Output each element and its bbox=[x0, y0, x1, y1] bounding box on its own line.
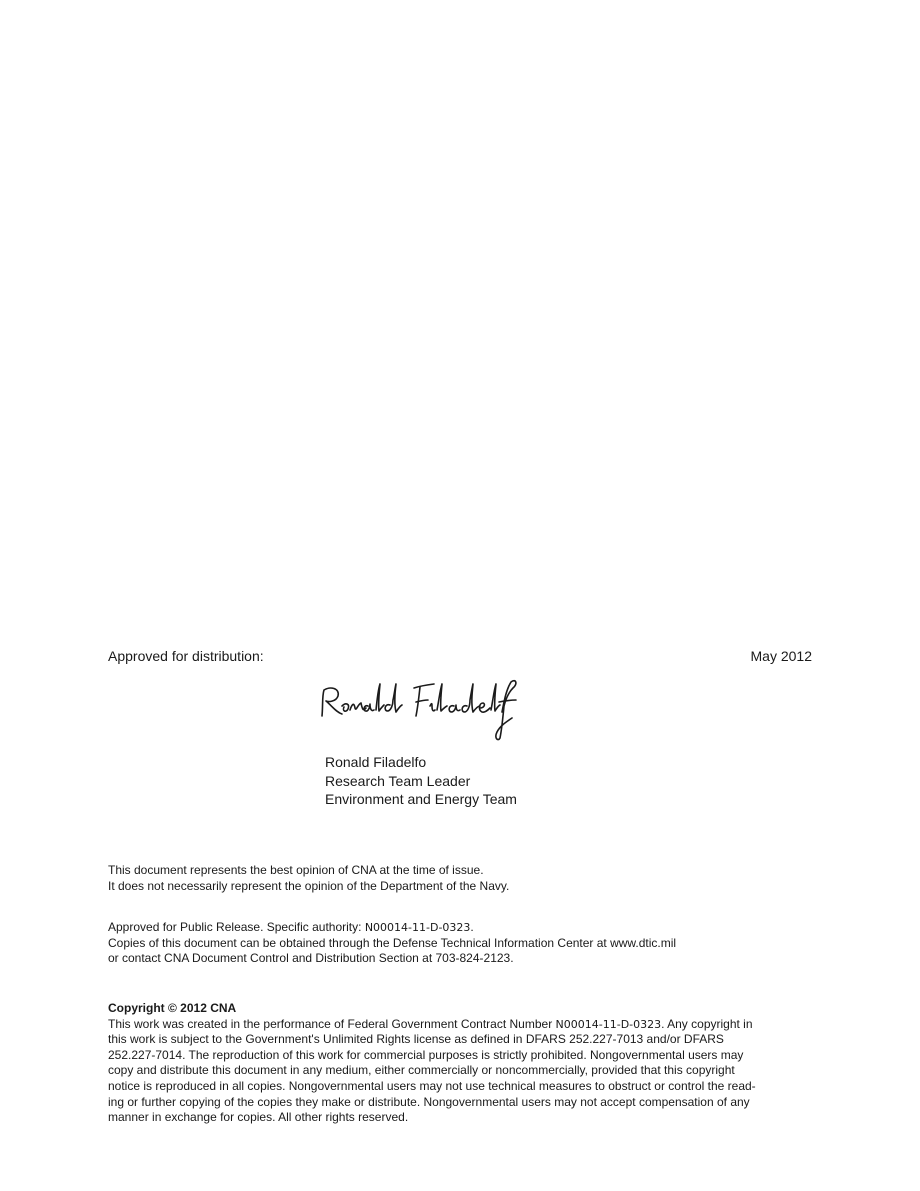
copyright-contract-end: . Any copyright in bbox=[661, 1016, 753, 1031]
copyright-line: notice is reproduced in all copies. Nongovernmental users may not use technical measures to obstruct or control the read- bbox=[108, 1078, 756, 1093]
release-authority-end: . bbox=[470, 920, 474, 934]
disclaimer-paragraph bbox=[108, 863, 818, 894]
release-contact-line: or contact CNA Document Control and Distribution Section at 703-824-2123. bbox=[108, 951, 514, 965]
disclaimer-line: This document represents the best opinion of CNA at the time of issue. bbox=[108, 863, 484, 877]
copyright-contract-number: N00014-11-D-0323 bbox=[555, 1017, 662, 1031]
approval-label: Approved for distribution: bbox=[108, 648, 264, 664]
signer-name: Ronald Filadelfo bbox=[325, 754, 427, 770]
release-authority-line bbox=[108, 920, 818, 936]
release-dtic-line: Copies of this document can be obtained through the Defense Technical Information Center at www.dtic.mil bbox=[108, 935, 677, 950]
copyright-line: copy and distribute this document in any medium, either commercially or noncommercially, provided that this copyright bbox=[108, 1063, 735, 1078]
handwritten-signature bbox=[316, 672, 522, 744]
copyright-heading: Copyright © 2012 CNA bbox=[108, 1001, 237, 1015]
signer-team: Environment and Energy Team bbox=[325, 791, 517, 807]
signer-title: Research Team Leader bbox=[325, 772, 471, 789]
copyright-line: ing or further copying of the copies they make or distribute. Nongovernmental users may not accept compensation of any bbox=[108, 1094, 750, 1109]
disclaimer-line: It does not necessarily represent the opinion of the Department of the Navy. bbox=[108, 878, 510, 893]
approval-date: May 2012 bbox=[750, 648, 812, 664]
copyright-notice bbox=[108, 1001, 812, 1126]
contract-number: N00014-11-D-0323 bbox=[364, 921, 471, 934]
copyright-line bbox=[108, 1017, 812, 1033]
copyright-line: this work is subject to the Government's Unlimited Rights license as defined in DFARS 252.227-7013 and/or DFARS bbox=[108, 1032, 724, 1047]
release-paragraph bbox=[108, 920, 818, 967]
copyright-line: manner in exchange for copies. All other rights reserved. bbox=[108, 1110, 409, 1125]
release-authority-text: Approved for Public Release. Specific authority: bbox=[108, 920, 365, 934]
signer-block bbox=[325, 753, 517, 809]
copyright-contract-text: This work was created in the performance of Federal Government Contract Number bbox=[108, 1016, 556, 1031]
approval-row bbox=[108, 647, 812, 665]
copyright-line: 252.227-7014. The reproduction of this work for commercial purposes is strictly prohibited. Nongovernmental users may bbox=[108, 1047, 744, 1062]
